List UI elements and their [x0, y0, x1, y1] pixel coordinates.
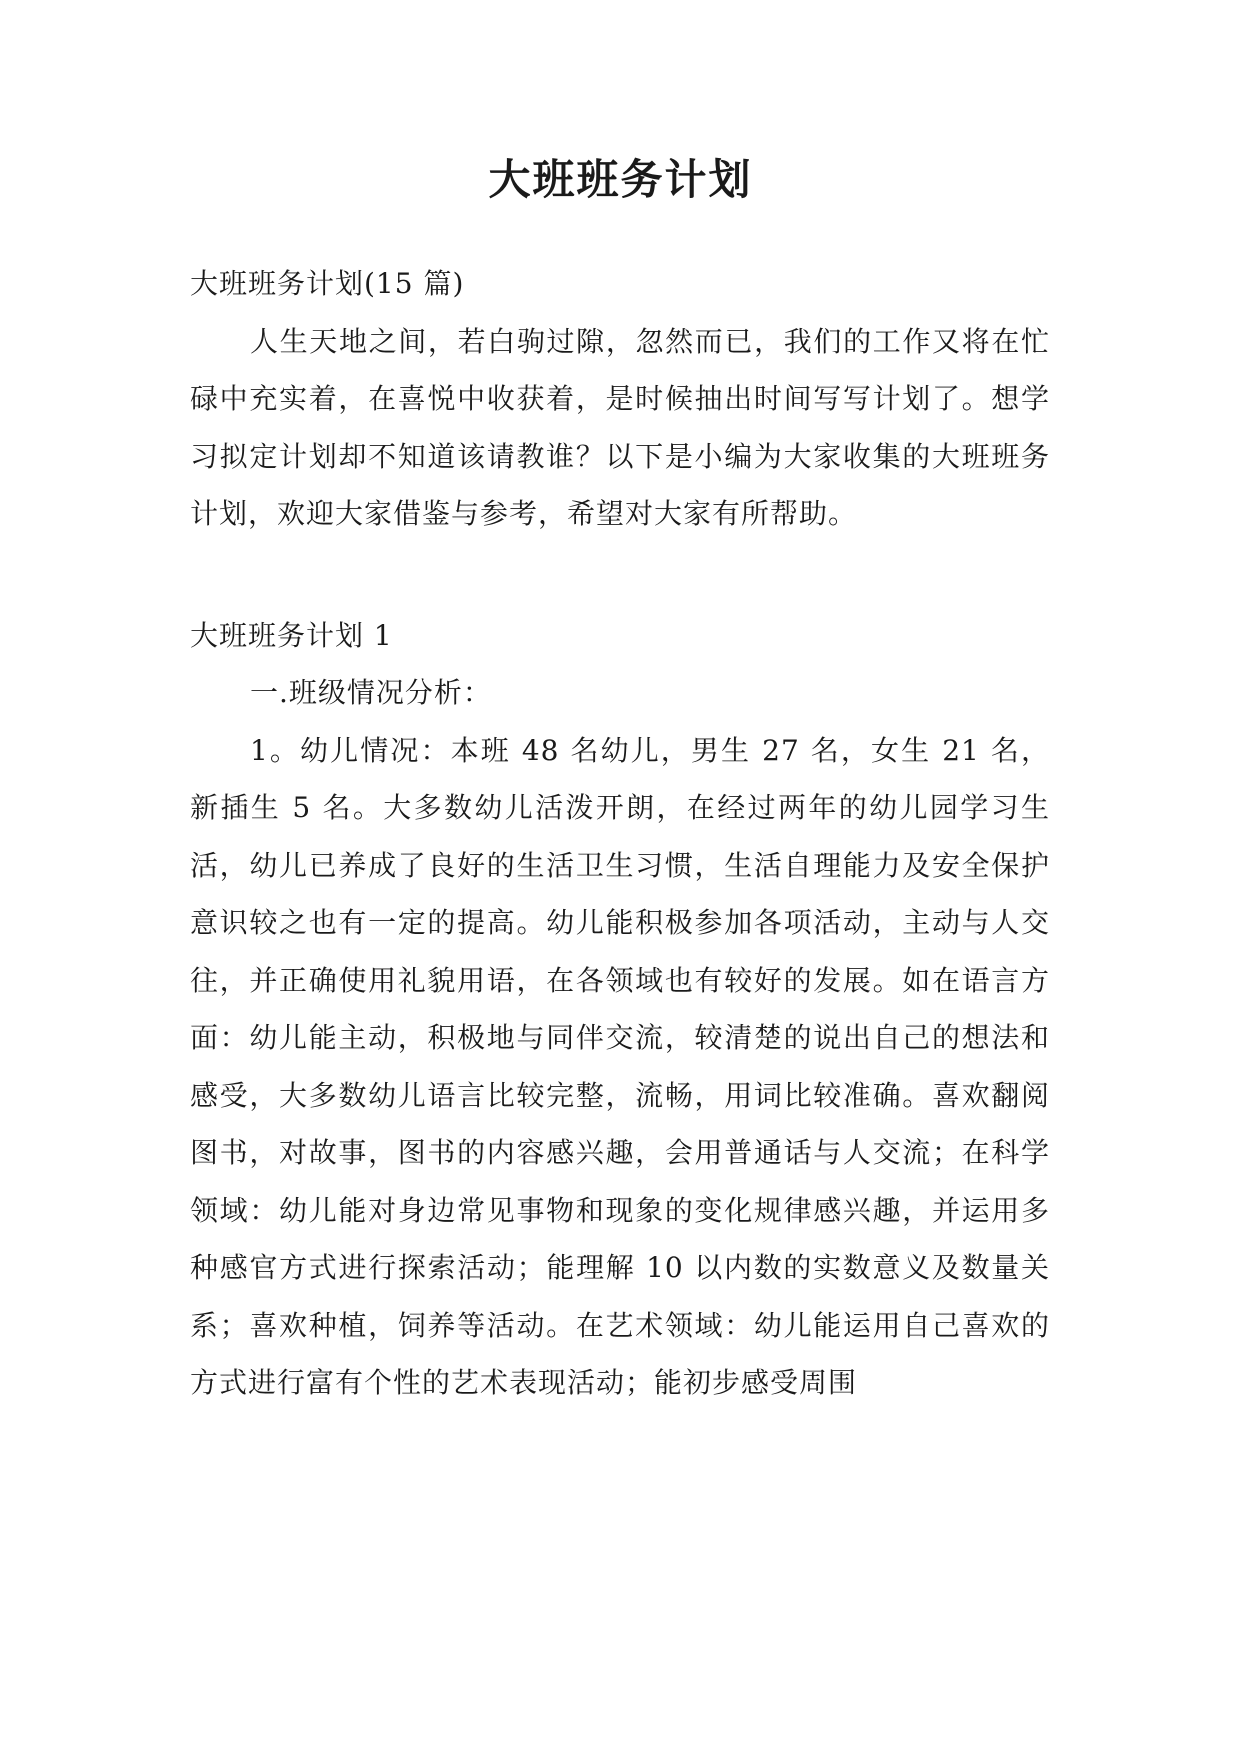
section-subheading: 一.班级情况分析：	[250, 676, 492, 709]
section-heading: 大班班务计划 1	[190, 618, 393, 652]
document-subtitle: 大班班务计划(15 篇)	[190, 267, 465, 300]
paragraph-gap	[190, 543, 1050, 607]
document-body	[190, 255, 1050, 1412]
document-title: 大班班务计划	[488, 155, 753, 204]
intro-paragraph: 人生天地之间，若白驹过隙，忽然而已，我们的工作又将在忙碌中充实着，在喜悦中收获着，是时候抽出时间写写计划了。想学习拟定计划却不知道该请教谁？以下是小编为大家收集的大班班务计划，欢迎大家借鉴与参考，希望对大家有所帮助。	[190, 324, 1050, 530]
section-paragraph: 1。幼儿情况：本班 48 名幼儿，男生 27 名，女生 21 名，新插生 5 名。大多数幼儿活泼开朗，在经过两年的幼儿园学习生活，幼儿已养成了良好的生活卫生习惯，生活自理能力及安全保护意识较之也有一定的提高。幼儿能积极参加各项活动，主动与人交往，并正确使用礼貌用语，在各领域也有较好的发展。如在语言方面：幼儿能主动，积极地与同伴交流，较清楚的说出自己的想法和感受，大多数幼儿语言比较完整，流畅，用词比较准确。喜欢翻阅图书，对故事，图书的内容感兴趣，会用普通话与人交流；在科学领域：幼儿能对身边常见事物和现象的变化规律感兴趣，并运用多种感官方式进行探索活动；能理解 10 以内数的实数意义及数量关系；喜欢种植，饲养等活动。在艺术领域：幼儿能运用自己喜欢的方式进行富有个性的艺术表现活动；能初步感受周围	[190, 733, 1050, 1399]
